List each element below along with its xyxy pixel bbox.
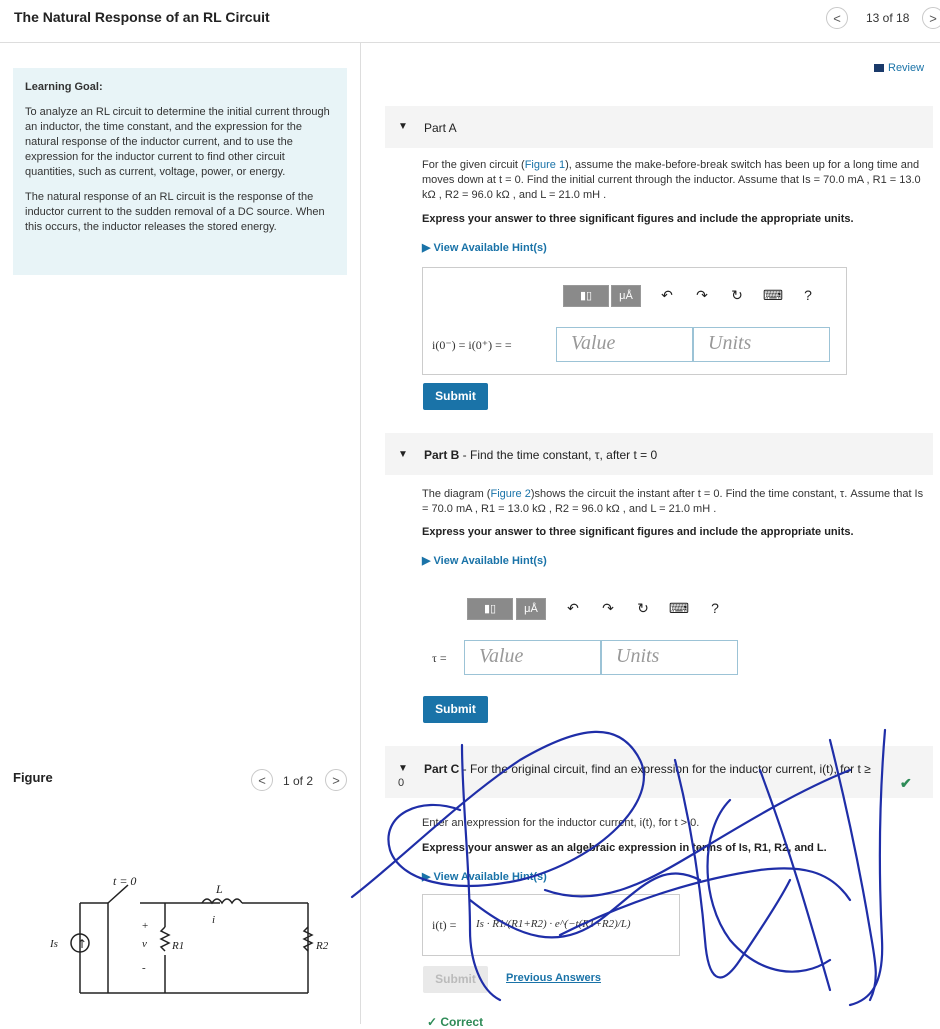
collapse-part-b-icon[interactable]: ▼ — [398, 449, 408, 460]
caret-right-icon: ▶ — [422, 871, 434, 883]
inductor-label: L — [216, 882, 223, 896]
part-b-instruction: Express your answer to three significant figures and include the appropriate units. — [422, 526, 854, 538]
r1-label: R1 — [172, 940, 185, 952]
part-b-equation-label: τ = — [432, 651, 447, 665]
units-button[interactable]: μÅ — [611, 285, 641, 307]
r2-label: R2 — [316, 940, 329, 952]
figure-title: Figure — [13, 770, 53, 785]
units-button[interactable]: μÅ — [516, 598, 546, 620]
page-counter: 13 of 18 — [866, 11, 910, 25]
redo-icon[interactable]: ↷ — [696, 287, 708, 303]
chevron-right-icon: > — [929, 11, 937, 26]
collapse-part-c-icon[interactable]: ▼ — [398, 763, 408, 774]
part-c-answer-label: i(t) = — [432, 918, 457, 932]
chevron-left-icon: < — [833, 11, 841, 26]
part-b-title: Part B - Find the time constant, τ, after t = 0 — [424, 448, 658, 462]
review-link[interactable]: Review — [874, 62, 924, 74]
undo-icon[interactable]: ↶ — [567, 600, 579, 616]
previous-answers-link[interactable]: Previous Answers — [506, 972, 601, 984]
minus-label: - — [142, 962, 146, 974]
next-page-button[interactable] — [922, 7, 940, 29]
current-label: i — [212, 914, 216, 926]
figure-1-link[interactable]: Figure 1 — [524, 159, 566, 171]
chevron-left-icon: < — [258, 773, 266, 788]
plus-label: + — [142, 920, 149, 932]
part-c-title: Part C - For the original circuit, find an expression for the inductor current, i(t), for t ≥ — [424, 762, 871, 776]
part-b-submit-button[interactable]: Submit — [423, 696, 488, 723]
part-c-submit-button[interactable]: Submit — [423, 966, 488, 993]
figure-counter: 1 of 2 — [283, 774, 314, 788]
correct-label: ✓ Correct — [427, 1015, 484, 1029]
learning-goal-text: To analyze an RL circuit to determine the initial current through an inductor, the time constant, and the expression for the natural response of the inductor current, and to use the expression for the inductor current to find other circuit quantities, such as current, voltage, power, or energy. — [25, 106, 330, 178]
keyboard-icon[interactable]: ⌨ — [668, 600, 690, 616]
part-c-question: Enter an expression for the inductor current, i(t), for t > 0. — [422, 817, 700, 829]
correct-check-icon: ✔ — [900, 775, 912, 791]
figure-next-button[interactable] — [325, 769, 347, 791]
undo-icon[interactable]: ↶ — [661, 287, 673, 303]
learning-goal-title: Learning Goal: — [25, 81, 103, 93]
part-b-units-input[interactable]: Units — [601, 640, 738, 675]
source-label: Is — [50, 938, 58, 950]
part-c-answer-expression: Is · R1/(R1+R2) · e^(−t(R1+R2)/L) — [476, 918, 631, 930]
part-a-submit-button[interactable]: Submit — [423, 383, 488, 410]
voltage-label: v — [142, 938, 147, 950]
collapse-part-a-icon[interactable]: ▼ — [398, 121, 408, 132]
reset-icon[interactable]: ↻ — [637, 600, 649, 616]
t0-label: t = 0 — [113, 874, 137, 888]
part-a-units-input[interactable]: Units — [693, 327, 830, 362]
redo-icon[interactable]: ↷ — [602, 600, 614, 616]
keyboard-icon[interactable]: ⌨ — [762, 287, 784, 303]
learning-goal-text-2: The natural response of an RL circuit is the response of the inductor current to the sudden removal of a DC source. When this occurs, the inductor releases the stored energy. — [25, 191, 325, 233]
part-c-zero: 0 — [398, 777, 405, 789]
part-a-equation-label: i(0⁻) = i(0⁺) = = — [432, 338, 512, 352]
caret-right-icon: ▶ — [422, 242, 434, 254]
reset-icon[interactable]: ↻ — [731, 287, 743, 303]
part-a-instruction: Express your answer to three significant figures and include the appropriate units. — [422, 213, 854, 225]
templates-icon[interactable]: ▮▯ — [467, 598, 513, 620]
part-a-header[interactable] — [385, 106, 933, 148]
chevron-right-icon: > — [332, 773, 340, 788]
part-a-hint-toggle[interactable]: ▶ View Available Hint(s) — [422, 242, 547, 254]
caret-right-icon: ▶ — [422, 555, 434, 567]
part-a-title: Part A — [424, 121, 457, 135]
help-icon[interactable]: ? — [804, 287, 812, 303]
templates-icon[interactable]: ▮▯ — [563, 285, 609, 307]
page-title: The Natural Response of an RL Circuit — [14, 9, 270, 25]
help-icon[interactable]: ? — [711, 600, 719, 616]
part-b-value-input[interactable]: Value — [464, 640, 601, 675]
column-divider — [360, 42, 361, 1024]
part-a-value-input[interactable]: Value — [556, 327, 693, 362]
part-c-hint-toggle[interactable]: ▶ View Available Hint(s) — [422, 871, 547, 883]
part-b-question: The diagram (Figure 2)shows the circuit the instant after t = 0. Find the time constant, τ. Assume that Is = 70.0 mA , R1 = 13.0 kΩ , R2 = 96.0 kΩ , and L = 21.0 mH . — [422, 488, 924, 515]
review-icon — [874, 64, 884, 72]
learning-goal-panel — [13, 68, 347, 275]
circuit-diagram — [30, 865, 330, 1000]
figure-previous-button[interactable] — [251, 769, 273, 791]
part-c-instruction: Express your answer as an algebraic expression in terms of Is, R1, R2, and L. — [422, 842, 827, 854]
svg-text:↑: ↑ — [76, 937, 88, 951]
part-a-question: For the given circuit (Figure 1), assume the make-before-break switch has been up for a long time and moves down at t = 0. Find the initial current through the inductor. Assume that Is = 70.0 mA , R1 = 13.0 kΩ , R2 = 96.0 kΩ , and L = 21.0 mH . — [422, 159, 921, 201]
figure-2-link[interactable]: Figure 2 — [490, 488, 531, 500]
previous-page-button[interactable] — [826, 7, 848, 29]
part-b-hint-toggle[interactable]: ▶ View Available Hint(s) — [422, 555, 547, 567]
